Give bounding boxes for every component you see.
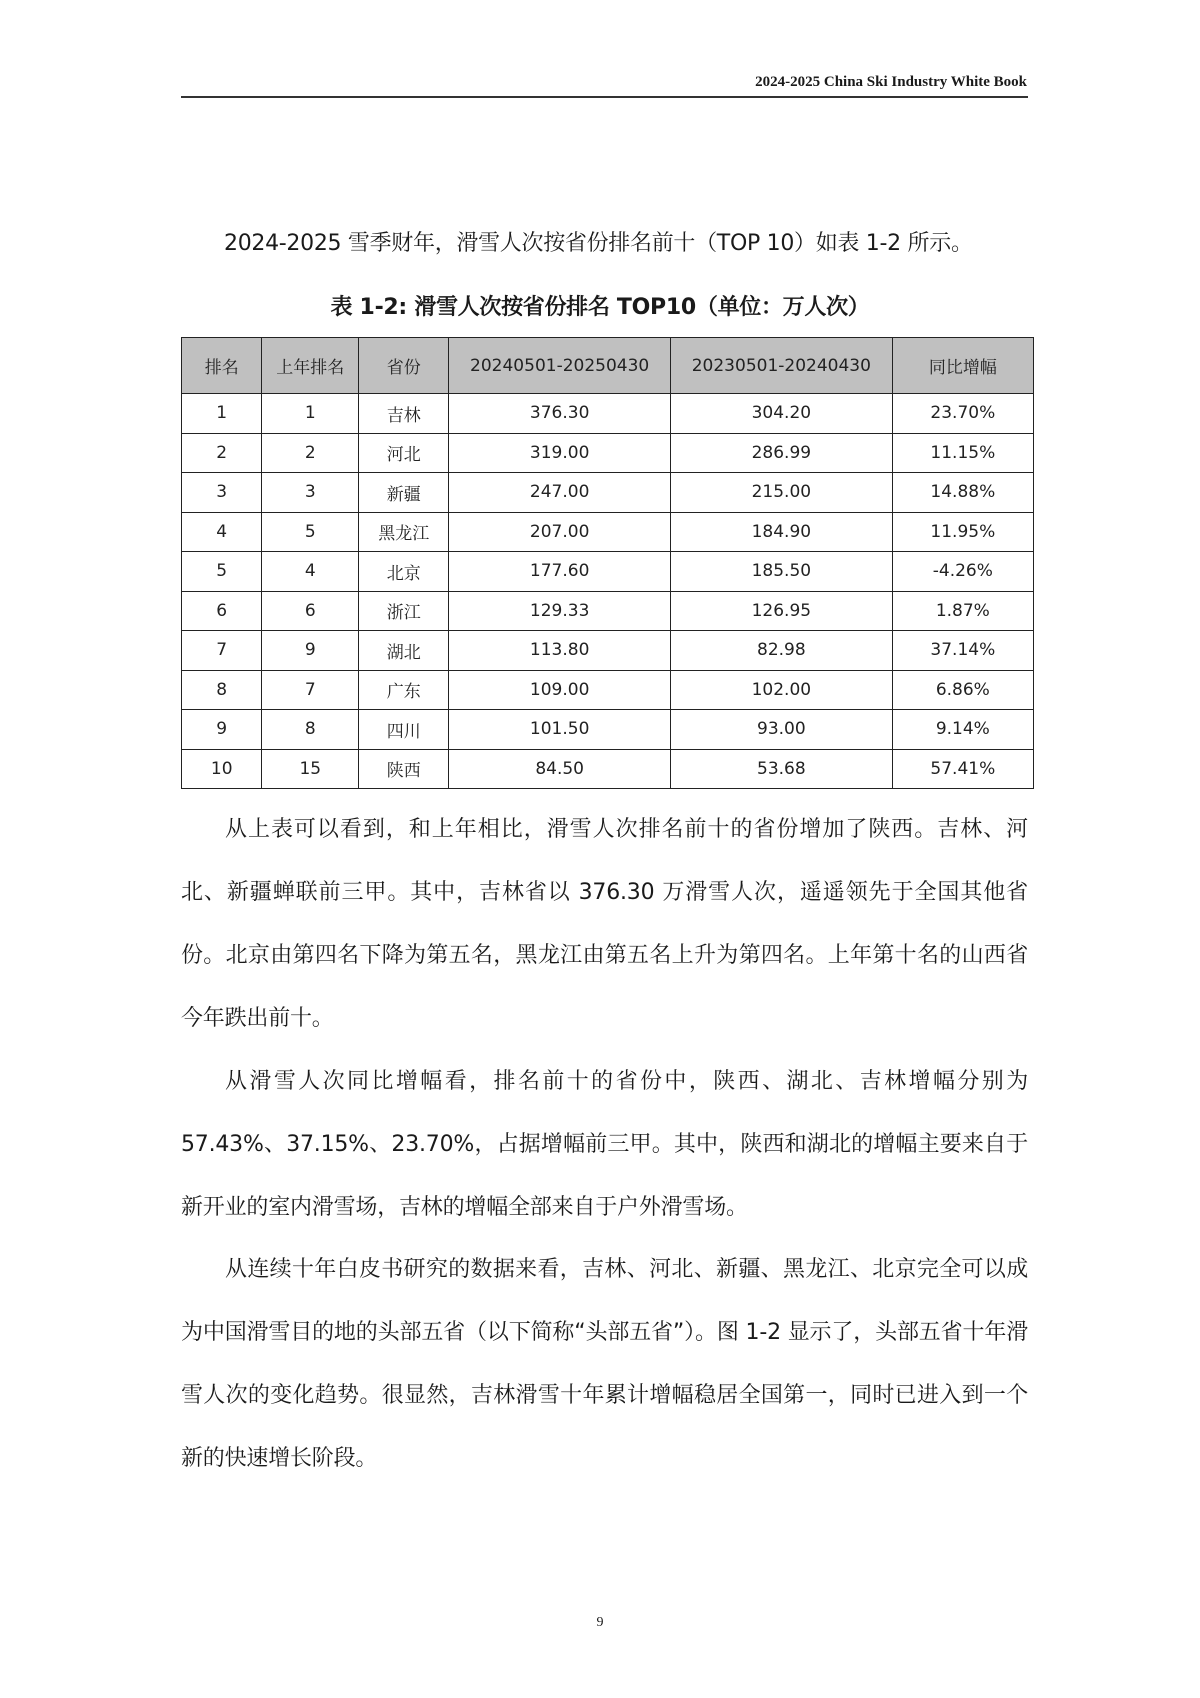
cell-previous-season: 185.50	[671, 552, 893, 592]
cell-current-season: 109.00	[449, 670, 671, 710]
cell-current-season: 177.60	[449, 552, 671, 592]
cell-yoy-growth: -4.26%	[892, 552, 1033, 592]
intro-paragraph: 2024-2025 雪季财年，滑雪人次按省份排名前十（TOP 10）如表 1-2 所示。	[224, 231, 973, 256]
cell-rank: 9	[182, 710, 262, 750]
table-row	[182, 394, 1034, 434]
cell-prev-rank: 8	[262, 710, 359, 750]
header-previous-season: 20230501-20240430	[671, 338, 893, 394]
header-province: 省份	[359, 338, 449, 394]
cell-prev-rank: 7	[262, 670, 359, 710]
table-row	[182, 670, 1034, 710]
cell-yoy-growth: 9.14%	[892, 710, 1033, 750]
cell-current-season: 101.50	[449, 710, 671, 750]
paragraph-text: 从上表可以看到，和上年相比，滑雪人次排名前十的省份增加了陕西。吉林、河北、新疆蝉联前三甲。其中，吉林省以 376.30 万滑雪人次，遥遥领先于全国其他省份。北京由第四名下降为第五名，黑龙江由第五名上升为第四名。上年第十名的山西省今年跌出前十。	[181, 817, 1028, 1031]
cell-previous-season: 126.95	[671, 591, 893, 631]
cell-rank: 7	[182, 631, 262, 671]
cell-yoy-growth: 14.88%	[892, 473, 1033, 513]
cell-current-season: 247.00	[449, 473, 671, 513]
paragraph-text: 从连续十年白皮书研究的数据来看，吉林、河北、新疆、黑龙江、北京完全可以成为中国滑雪目的地的头部五省（以下简称“头部五省”）。图 1-2 显示了，头部五省十年滑雪人次的变化趋势。很显然，吉林滑雪十年累计增幅稳居全国第一，同时已进入到一个新的快速增长阶段。	[181, 1257, 1028, 1471]
cell-yoy-growth: 6.86%	[892, 670, 1033, 710]
cell-rank: 8	[182, 670, 262, 710]
cell-province: 新疆	[359, 473, 449, 513]
header-yoy-growth: 同比增幅	[892, 338, 1033, 394]
table-row	[182, 631, 1034, 671]
cell-current-season: 207.00	[449, 512, 671, 552]
cell-current-season: 319.00	[449, 433, 671, 473]
analysis-paragraph-2	[181, 1050, 1028, 1239]
cell-rank: 4	[182, 512, 262, 552]
cell-rank: 2	[182, 433, 262, 473]
cell-rank: 3	[182, 473, 262, 513]
cell-yoy-growth: 1.87%	[892, 591, 1033, 631]
cell-previous-season: 184.90	[671, 512, 893, 552]
cell-current-season: 376.30	[449, 394, 671, 434]
table-row	[182, 591, 1034, 631]
cell-prev-rank: 2	[262, 433, 359, 473]
cell-prev-rank: 9	[262, 631, 359, 671]
cell-province: 河北	[359, 433, 449, 473]
cell-province: 湖北	[359, 631, 449, 671]
cell-province: 四川	[359, 710, 449, 750]
cell-rank: 5	[182, 552, 262, 592]
cell-prev-rank: 1	[262, 394, 359, 434]
cell-rank: 1	[182, 394, 262, 434]
cell-previous-season: 53.68	[671, 749, 893, 789]
cell-rank: 10	[182, 749, 262, 789]
cell-current-season: 129.33	[449, 591, 671, 631]
analysis-paragraph-3	[181, 1238, 1028, 1490]
cell-previous-season: 215.00	[671, 473, 893, 513]
cell-prev-rank: 4	[262, 552, 359, 592]
page-number: 9	[596, 1615, 604, 1630]
cell-province: 浙江	[359, 591, 449, 631]
table-row	[182, 749, 1034, 789]
cell-prev-rank: 5	[262, 512, 359, 552]
cell-yoy-growth: 11.15%	[892, 433, 1033, 473]
cell-province: 广东	[359, 670, 449, 710]
header-divider	[181, 96, 1028, 98]
cell-previous-season: 286.99	[671, 433, 893, 473]
cell-province: 黑龙江	[359, 512, 449, 552]
table-row	[182, 512, 1034, 552]
cell-yoy-growth: 11.95%	[892, 512, 1033, 552]
cell-previous-season: 102.00	[671, 670, 893, 710]
table-header-row	[182, 338, 1034, 394]
paragraph-text: 从滑雪人次同比增幅看，排名前十的省份中，陕西、湖北、吉林增幅分别为 57.43%、37.15%、23.70%，占据增幅前三甲。其中，陕西和湖北的增幅主要来自于新开业的室内滑雪场，吉林的增幅全部来自于户外滑雪场。	[181, 1069, 1028, 1220]
table-row	[182, 552, 1034, 592]
running-header: 2024-2025 China Ski Industry White Book	[755, 74, 1027, 90]
cell-province: 北京	[359, 552, 449, 592]
cell-yoy-growth: 23.70%	[892, 394, 1033, 434]
cell-province: 吉林	[359, 394, 449, 434]
cell-current-season: 113.80	[449, 631, 671, 671]
table-row	[182, 710, 1034, 750]
table-row	[182, 473, 1034, 513]
cell-yoy-growth: 37.14%	[892, 631, 1033, 671]
cell-rank: 6	[182, 591, 262, 631]
cell-prev-rank: 6	[262, 591, 359, 631]
analysis-paragraph-1	[181, 798, 1028, 1050]
province-ranking-table	[181, 337, 1034, 789]
header-current-season: 20240501-20250430	[449, 338, 671, 394]
cell-province: 陕西	[359, 749, 449, 789]
header-rank: 排名	[182, 338, 262, 394]
cell-previous-season: 304.20	[671, 394, 893, 434]
cell-yoy-growth: 57.41%	[892, 749, 1033, 789]
cell-prev-rank: 3	[262, 473, 359, 513]
cell-prev-rank: 15	[262, 749, 359, 789]
cell-previous-season: 82.98	[671, 631, 893, 671]
header-prev-rank: 上年排名	[262, 338, 359, 394]
cell-current-season: 84.50	[449, 749, 671, 789]
cell-previous-season: 93.00	[671, 710, 893, 750]
table-caption: 表 1-2: 滑雪人次按省份排名 TOP10（单位：万人次）	[330, 295, 870, 320]
table-row	[182, 433, 1034, 473]
